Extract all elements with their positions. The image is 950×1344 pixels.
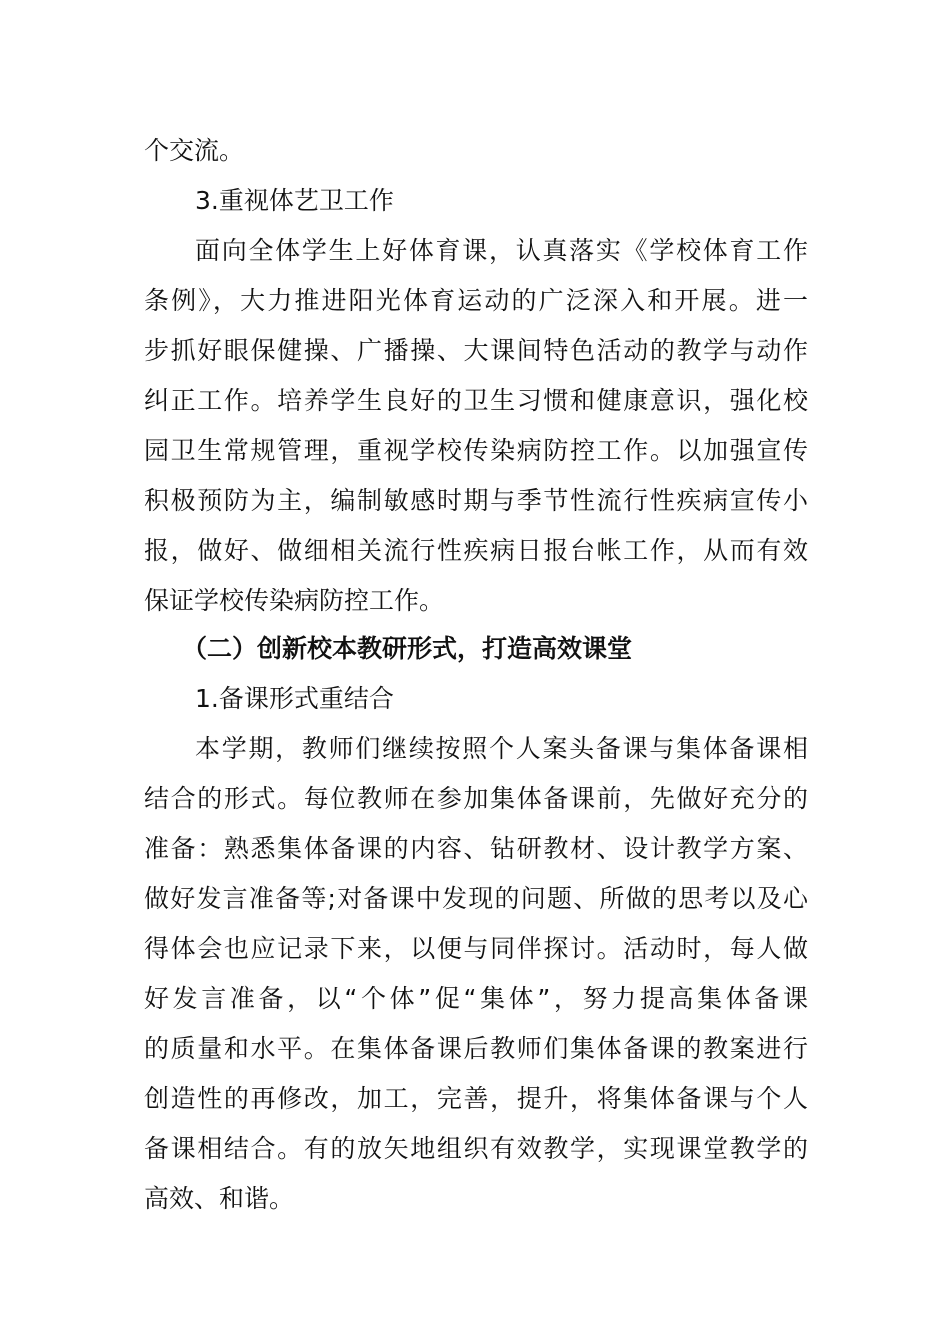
body-text-line: 保证学校传染病防控工作。 bbox=[144, 586, 445, 615]
body-text-line: 报，做好、做细相关流行性疾病日报台帐工作，从而有效 bbox=[144, 536, 808, 565]
subsection-heading: 1.备课形式重结合 bbox=[195, 684, 394, 713]
body-text-line: 步抓好眼保健操、广播操、大课间特色活动的教学与动作 bbox=[144, 336, 808, 365]
body-text-line: 园卫生常规管理，重视学校传染病防控工作。以加强宣传 bbox=[144, 436, 808, 465]
section-heading: （二）创新校本教研形式，打造高效课堂 bbox=[182, 634, 633, 663]
body-text-line: 得体会也应记录下来，以便与同伴探讨。活动时，每人做 bbox=[144, 934, 808, 963]
body-text-line: 准备：熟悉集体备课的内容、钻研教材、设计教学方案、 bbox=[144, 834, 808, 863]
body-text-line: 条例》，大力推进阳光体育运动的广泛深入和开展。进一 bbox=[144, 286, 808, 315]
subsection-heading: 3.重视体艺卫工作 bbox=[195, 186, 394, 215]
body-text-line: 备课相结合。有的放矢地组织有效教学，实现课堂教学的 bbox=[144, 1134, 808, 1163]
body-text-line: 做好发言准备等;对备课中发现的问题、所做的思考以及心 bbox=[144, 884, 808, 913]
paragraph-first-line: 面向全体学生上好体育课，认真落实《学校体育工作 bbox=[195, 236, 808, 265]
body-text-line: 的质量和水平。在集体备课后教师们集体备课的教案进行 bbox=[144, 1034, 808, 1063]
body-text-line: 个交流。 bbox=[144, 136, 245, 165]
body-text-line: 高效、和谐。 bbox=[144, 1184, 295, 1213]
body-text-line: 好发言准备，以“个体”促“集体”，努力提高集体备课 bbox=[144, 984, 808, 1013]
paragraph-first-line: 本学期，教师们继续按照个人案头备课与集体备课相 bbox=[195, 734, 808, 763]
body-text-line: 积极预防为主，编制敏感时期与季节性流行性疾病宣传小 bbox=[144, 486, 808, 515]
body-text-line: 纠正工作。培养学生良好的卫生习惯和健康意识，强化校 bbox=[144, 386, 808, 415]
body-text-line: 结合的形式。每位教师在参加集体备课前，先做好充分的 bbox=[144, 784, 808, 813]
body-text-line: 创造性的再修改，加工，完善，提升，将集体备课与个人 bbox=[144, 1084, 808, 1113]
